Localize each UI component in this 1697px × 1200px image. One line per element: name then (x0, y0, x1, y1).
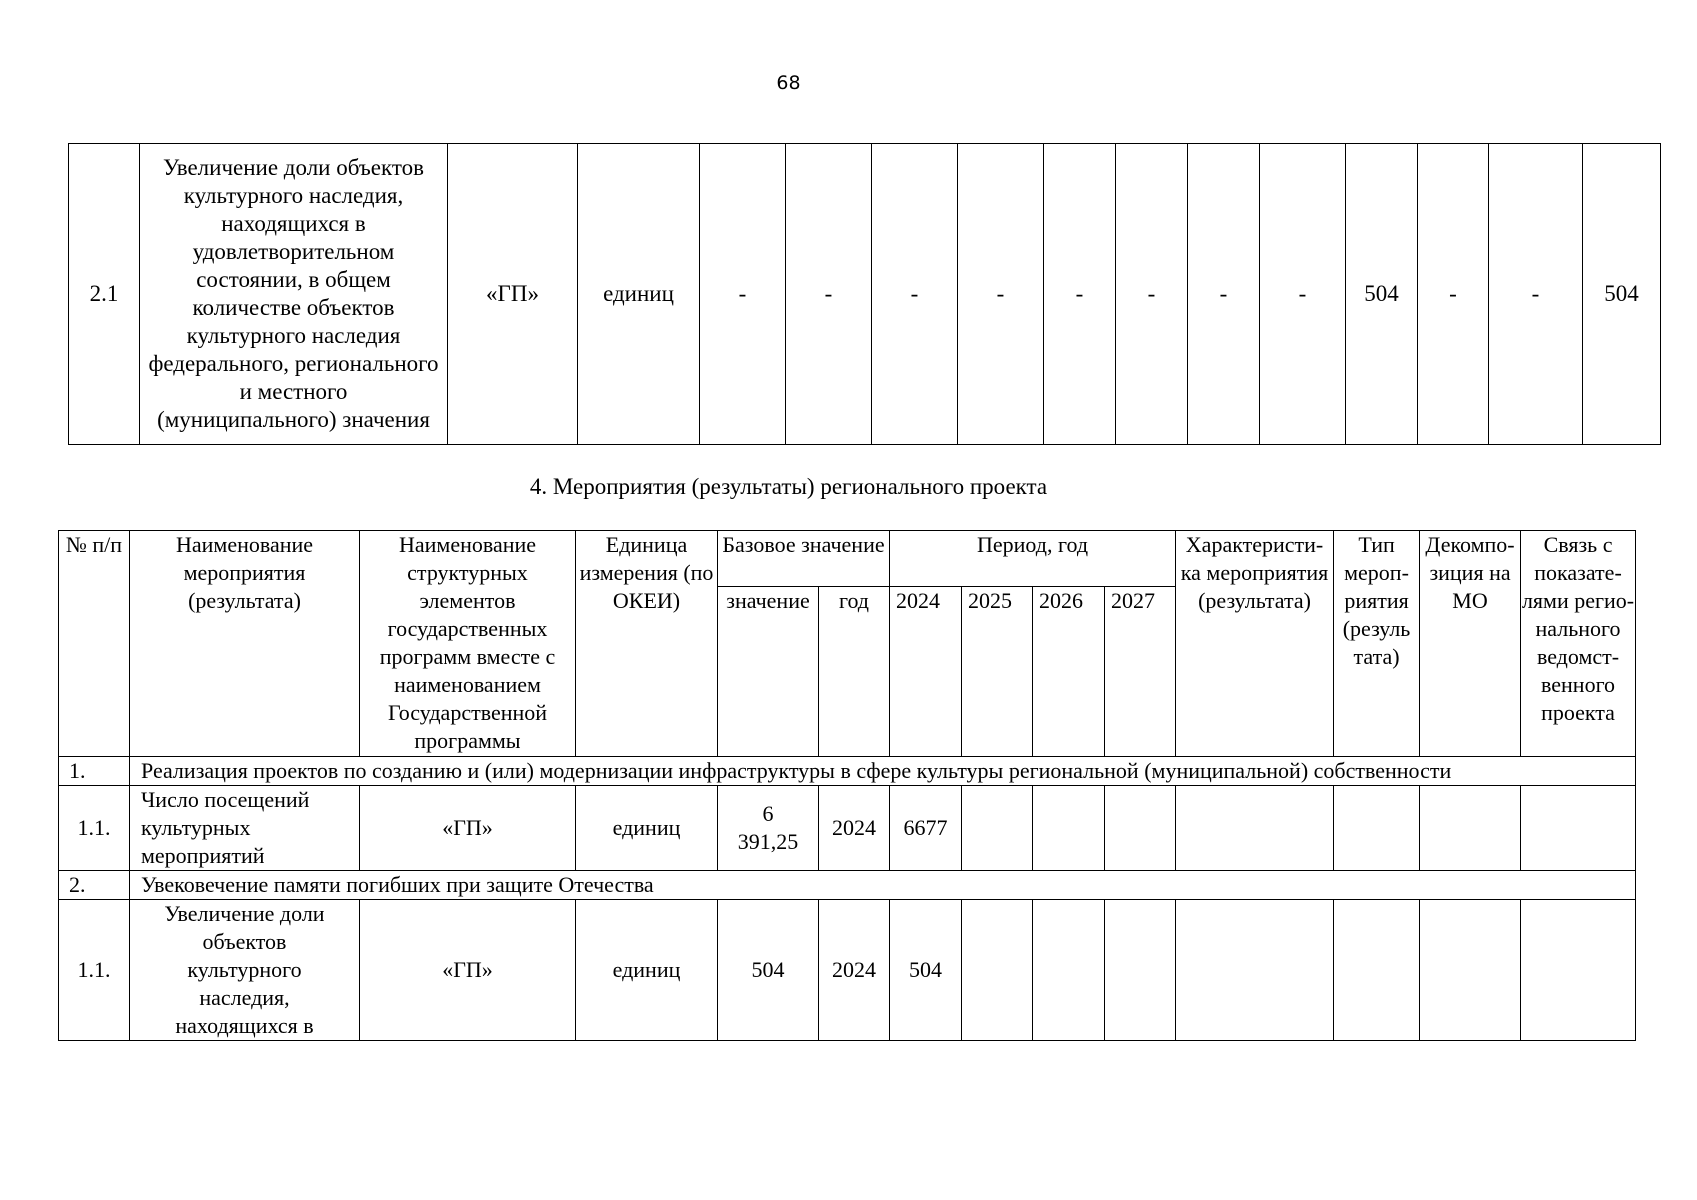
value-2026 (1033, 900, 1105, 1041)
decomposition-cell (1420, 900, 1521, 1041)
section-number: 2. (59, 871, 130, 900)
value-2027 (1105, 900, 1176, 1041)
value-cell: 504 (1583, 144, 1661, 445)
header-row (59, 531, 1636, 587)
type-cell (1334, 900, 1420, 1041)
base-year: 2024 (819, 786, 890, 871)
section-name: Увековечение памяти погибших при защите Отечества (130, 871, 1636, 900)
header-decomposition: Декомпо-зиция на МО (1420, 531, 1521, 757)
header-year-2027: 2027 (1105, 587, 1176, 757)
indicator-table (68, 143, 1661, 445)
value-cell: 504 (1346, 144, 1418, 445)
header-characteristic: Характеристи-ка мероприятия (результата) (1176, 531, 1334, 757)
value-2024: 6677 (890, 786, 962, 871)
header-year-2024: 2024 (890, 587, 962, 757)
value-cell: - (786, 144, 872, 445)
header-base: Базовое значение (718, 531, 890, 587)
link-cell (1521, 900, 1636, 1041)
page-number: 68 (776, 72, 801, 94)
value-cell: - (700, 144, 786, 445)
type-cell (1334, 786, 1420, 871)
value-cell: - (1188, 144, 1260, 445)
header-base-value: значение (718, 587, 819, 757)
section-number: 1. (59, 757, 130, 786)
row-number: 2.1 (69, 144, 140, 445)
section-row (59, 871, 1636, 900)
indicator-name: Увеличение доли объектов культурного наследия, находящихся в удовлетворительном состоянии, в общем количестве объектов культурного наследия федерального, регионального и местного (муниципального) значения (140, 144, 448, 445)
table-row (59, 900, 1636, 1041)
value-cell: - (958, 144, 1044, 445)
structural-element: «ГП» (360, 786, 576, 871)
characteristic-cell (1176, 900, 1334, 1041)
row-number: 1.1. (59, 900, 130, 1041)
value-2025 (962, 786, 1033, 871)
section-title: 4. Мероприятия (результаты) регионального проекта (529, 474, 1048, 499)
link-cell (1521, 786, 1636, 871)
value-2024: 504 (890, 900, 962, 1041)
value-cell: - (1418, 144, 1489, 445)
header-base-year: год (819, 587, 890, 757)
value-2025 (962, 900, 1033, 1041)
indicator-level: «ГП» (448, 144, 578, 445)
value-2026 (1033, 786, 1105, 871)
value-cell: - (872, 144, 958, 445)
table-row (59, 786, 1636, 871)
header-unit: Единица измерения (по ОКЕИ) (576, 531, 718, 757)
header-type: Тип мероп-риятия (резуль тата) (1334, 531, 1420, 757)
header-year-2025: 2025 (962, 587, 1033, 757)
header-num: № п/п (59, 531, 130, 757)
table-row (69, 144, 1661, 445)
section-row (59, 757, 1636, 786)
activities-table (58, 530, 1636, 1041)
value-2027 (1105, 786, 1176, 871)
header-name: Наименование мероприятия (результата) (130, 531, 360, 757)
value-cell: - (1044, 144, 1116, 445)
base-value: 504 (718, 900, 819, 1041)
row-number: 1.1. (59, 786, 130, 871)
value-cell: - (1489, 144, 1583, 445)
value-cell: - (1116, 144, 1188, 445)
value-cell: - (1260, 144, 1346, 445)
activity-name: Увеличение доли объектов культурного наследия, находящихся в (130, 900, 360, 1041)
header-year-2026: 2026 (1033, 587, 1105, 757)
base-value: 6 391,25 (718, 786, 819, 871)
unit: единиц (576, 786, 718, 871)
base-year: 2024 (819, 900, 890, 1041)
header-structural: Наименование структурных элементов государственных программ вместе с наименованием Государственной программы (360, 531, 576, 757)
decomposition-cell (1420, 786, 1521, 871)
characteristic-cell (1176, 786, 1334, 871)
section-name: Реализация проектов по созданию и (или) модернизации инфраструктуры в сфере культуры региональной (муниципальной) собственности (130, 757, 1636, 786)
header-period: Период, год (890, 531, 1176, 587)
structural-element: «ГП» (360, 900, 576, 1041)
activity-name: Число посещений культурных мероприятий (130, 786, 360, 871)
unit: единиц (576, 900, 718, 1041)
indicator-unit: единиц (578, 144, 700, 445)
header-link: Связь с показате-лями регио-нального ведомст-венного проекта (1521, 531, 1636, 757)
